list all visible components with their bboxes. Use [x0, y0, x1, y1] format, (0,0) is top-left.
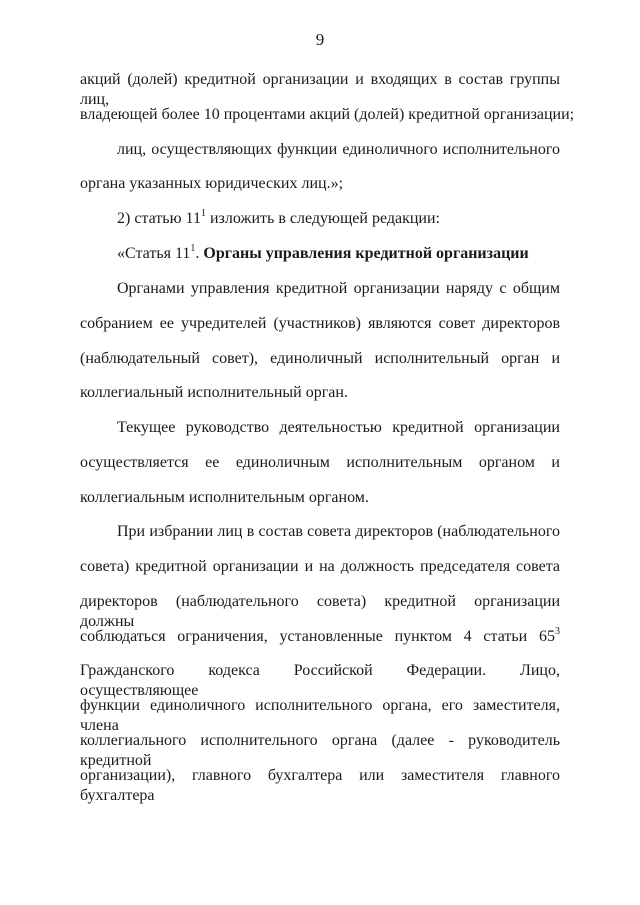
body-text-line: директоров (наблюдательного совета) кредитной организации должны	[80, 593, 560, 630]
body-text-line: собранием ее учредителей (участников) являются совет директоров	[80, 315, 560, 332]
body-text-line: При избрании лиц в состав совета директоров (наблюдательного	[117, 523, 560, 540]
body-text-line: Гражданского кодекса Российской Федерации. Лицо, осуществляющее	[80, 662, 560, 699]
body-text-line: осуществляется ее единоличным исполнительным органом и	[80, 454, 560, 471]
article-amendment-item	[117, 209, 560, 229]
restriction-superscript: 3	[555, 626, 560, 637]
body-text-line: Текущее руководство деятельностью кредитной организации	[117, 419, 560, 436]
body-text-line: коллегиального исполнительного органа (далее - руководитель кредитной	[80, 732, 560, 769]
body-text-line: совета) кредитной организации и на должность председателя совета	[80, 558, 560, 575]
article-heading-superscript: 1	[190, 243, 196, 254]
body-text-line: акций (долей) кредитной организации и входящих в состав группы лиц,	[80, 71, 560, 108]
restriction-text: соблюдаться ограничения, установленные пунктом 4 статьи 65	[80, 628, 555, 645]
item-superscript: 1	[200, 208, 206, 219]
body-text-line: Органами управления кредитной организации наряду с общим	[117, 280, 560, 297]
article-heading	[117, 244, 560, 264]
body-text-line: органа указанных юридических лиц.»;	[80, 175, 344, 192]
article-heading-prefix: «Статья 11	[117, 245, 191, 262]
body-text-line: владеющей более 10 процентами акций (долей) кредитной организации;	[80, 106, 575, 123]
page-number: 9	[315, 30, 325, 49]
item-prefix: 2) статью 11	[117, 210, 201, 227]
body-text-line: коллегиальным исполнительным органом.	[80, 489, 369, 506]
body-text-line: функции единоличного исполнительного органа, его заместителя, члена	[80, 697, 560, 734]
article-heading-dot: .	[195, 245, 200, 262]
body-text-line: (наблюдательный совет), единоличный исполнительный орган и	[80, 350, 560, 367]
body-text-line: лиц, осуществляющих функции единоличного исполнительного	[117, 141, 560, 158]
item-suffix: изложить в следующей редакции:	[205, 210, 440, 227]
article-heading-title: Органы управления кредитной организации	[199, 245, 529, 262]
restriction-line	[80, 627, 560, 647]
body-text-line: коллегиальный исполнительный орган.	[80, 384, 348, 401]
body-text-line: организации), главного бухгалтера или заместителя главного бухгалтера	[80, 767, 560, 804]
